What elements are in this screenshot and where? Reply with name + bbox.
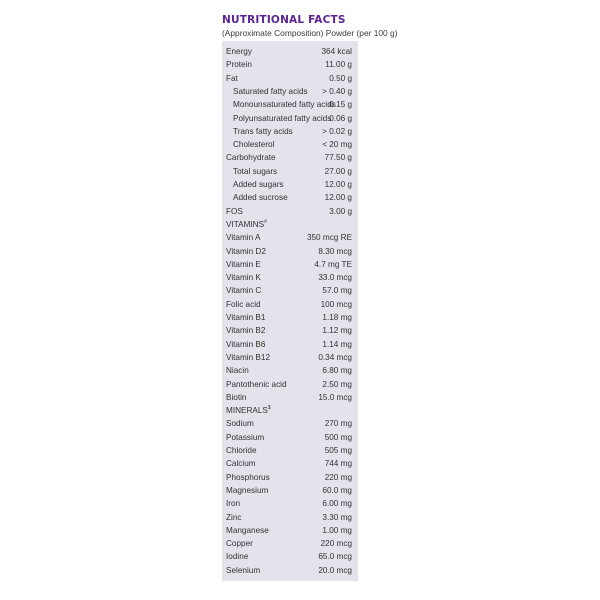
nutrient-name	[226, 245, 266, 258]
nutrient-value: 505 mg	[324, 446, 352, 455]
nutrient-name	[233, 178, 284, 191]
table-row	[222, 45, 358, 58]
nutrient-value: 6.80 mg	[322, 366, 352, 376]
nutrient-name-text: Biotin	[226, 392, 247, 402]
nutrient-name	[226, 457, 256, 470]
table-row	[222, 550, 358, 563]
nutrient-value: 1.12 mg	[322, 326, 352, 336]
nutrient-value: 12.00 g	[324, 180, 352, 189]
nutrient-value: 57.0 mg	[322, 286, 352, 296]
nutrient-value: 3.30 mg	[322, 512, 352, 522]
nutrient-value: 27.00 g	[324, 166, 352, 176]
table-row	[222, 271, 358, 284]
nutrient-name	[226, 364, 249, 377]
table-row	[222, 444, 358, 457]
nutrient-value: 8.30 mcg	[318, 246, 352, 256]
nutrient-name	[233, 98, 336, 111]
table-row	[222, 471, 358, 484]
nutrient-name	[226, 564, 260, 577]
nutrient-value: 60.0 mg	[322, 485, 352, 495]
nutrient-name-text: Added sucrose	[233, 193, 288, 203]
nutrient-name-text: Vitamin E	[226, 259, 261, 269]
nutrient-name-text: Polyunsaturated fatty acids	[233, 113, 332, 123]
table-row	[222, 431, 358, 444]
nutrient-name-text: Energy	[226, 47, 252, 56]
nutrient-name-text: Protein	[226, 60, 252, 70]
nutrient-value: 20.0 mcg	[318, 565, 352, 575]
nutrient-name	[226, 431, 264, 444]
nutrient-name-text: Zinc	[226, 512, 242, 522]
nutrient-name-text: Vitamin B6	[226, 339, 266, 349]
nutrient-name-text: Added sugars	[233, 180, 284, 189]
section-header	[222, 218, 358, 231]
nutrition-table	[222, 41, 358, 581]
nutrient-value: 220 mg	[324, 472, 352, 482]
footnote-marker: $	[267, 405, 271, 412]
table-row	[222, 391, 358, 404]
nutrient-value: 2.50 mg	[322, 379, 352, 389]
table-row	[222, 524, 358, 537]
nutrient-name-text: Vitamin C	[226, 286, 262, 296]
nutrient-name	[226, 271, 261, 284]
nutrient-value: 4.7 mg TE	[314, 259, 352, 269]
nutrient-name-text: Vitamin B12	[226, 352, 270, 362]
table-row	[222, 112, 358, 125]
table-row	[222, 311, 358, 324]
nutrient-value: 1.00 mg	[322, 525, 352, 535]
table-row	[222, 138, 358, 151]
nutrient-name	[226, 338, 265, 351]
nutrient-name	[226, 484, 268, 497]
nutrient-name-text: Sodium	[226, 419, 254, 429]
nutrient-name-text: Trans fatty acids	[233, 126, 293, 136]
nutrient-name-text: Copper	[226, 539, 253, 549]
nutrient-name	[226, 205, 243, 218]
nutrient-value: 6.00 mg	[322, 499, 352, 509]
nutrient-name-text: VITAMINS	[226, 219, 265, 229]
table-row	[222, 284, 358, 297]
nutrient-name-text: Fat	[226, 73, 238, 83]
page-title: NUTRITIONAL FACTS	[222, 14, 346, 26]
nutrient-name	[226, 417, 254, 430]
table-row	[222, 484, 358, 497]
table-row	[222, 72, 358, 85]
nutrient-value: > 0.02 g	[322, 126, 352, 136]
table-row	[222, 497, 358, 510]
nutrient-value: 11.00 g	[325, 60, 352, 70]
nutrient-name	[226, 151, 276, 164]
table-row	[222, 298, 358, 311]
nutrient-value: 1.18 mg	[322, 313, 352, 322]
nutrient-name-text: Vitamin B1	[226, 313, 266, 322]
table-row	[222, 151, 358, 164]
nutrient-value: 220 mcg	[320, 539, 352, 549]
nutrient-value: < 20 mg	[322, 140, 352, 150]
nutrient-name-text: Saturated fatty acids	[233, 86, 308, 96]
nutrient-name-text: FOS	[226, 206, 243, 216]
nutrient-name	[233, 125, 293, 138]
nutrient-value: 0.34 mcg	[318, 352, 352, 362]
table-row	[222, 378, 358, 391]
nutrient-name	[226, 404, 271, 417]
nutrient-name-text: Monounsaturated fatty acids	[233, 100, 336, 110]
nutrient-name	[226, 444, 257, 457]
footnote-marker: #	[264, 218, 267, 225]
nutrient-name	[226, 45, 252, 58]
nutrient-name	[226, 72, 238, 85]
nutrient-value: 1.14 mg	[322, 339, 352, 349]
nutrient-value: 15.0 mcg	[318, 392, 352, 402]
nutrient-name	[226, 391, 246, 404]
nutrient-value: 33.0 mcg	[318, 273, 352, 283]
nutrient-value: 500 mg	[324, 432, 352, 442]
nutrient-name	[226, 311, 265, 324]
nutrient-name-text: Pantothenic acid	[226, 379, 287, 389]
nutrient-name-text: Chloride	[226, 446, 257, 455]
table-row	[222, 457, 358, 470]
nutrient-value: 744 mg	[324, 459, 352, 469]
nutrient-name	[233, 112, 331, 125]
nutrient-name	[226, 537, 253, 550]
nutrient-name	[226, 284, 261, 297]
nutrient-name	[226, 58, 252, 71]
nutrient-name	[233, 191, 288, 204]
section-header	[222, 404, 358, 417]
nutrient-value: 3.00 g	[329, 206, 352, 216]
nutrient-name-text: MINERALS	[226, 406, 268, 416]
nutrient-value: 0.15 g	[329, 100, 352, 110]
table-row	[222, 231, 358, 244]
nutrient-name	[226, 324, 265, 337]
table-row	[222, 165, 358, 178]
page-subtitle: (Approximate Composition) Powder (per 100 g)	[222, 28, 398, 38]
nutrient-value: 65.0 mcg	[318, 552, 352, 562]
nutrient-value: 364 kcal	[321, 47, 352, 56]
nutrient-name	[226, 497, 240, 510]
table-row	[222, 205, 358, 218]
table-row	[222, 98, 358, 111]
nutrient-name-text: Iron	[226, 499, 241, 509]
table-row	[222, 511, 358, 524]
nutrient-value: > 0.40 g	[322, 86, 352, 96]
nutrient-value: 350 mcg RE	[306, 233, 352, 243]
nutrient-name-text: Carbohydrate	[226, 153, 276, 163]
nutrient-name-text: Selenium	[226, 565, 261, 575]
table-row	[222, 564, 358, 577]
nutrient-value: 100 mcg	[320, 299, 352, 309]
nutrient-value: 270 mg	[324, 419, 352, 429]
nutrient-name-text: Phosphorus	[226, 472, 270, 482]
nutrient-value: 12.00 g	[324, 193, 352, 203]
table-row	[222, 417, 358, 430]
nutrient-name-text: Magnesium	[226, 485, 269, 495]
nutrient-name	[226, 378, 287, 391]
table-row	[222, 258, 358, 271]
nutrient-name-text: Manganese	[226, 525, 269, 535]
nutrient-value: 77.50 g	[324, 153, 352, 163]
table-row	[222, 178, 358, 191]
nutrient-value: 0.06 g	[329, 113, 352, 123]
nutrient-name-text: Vitamin K	[226, 273, 261, 283]
nutrient-name	[226, 511, 241, 524]
nutrient-name-text: Vitamin A	[226, 233, 261, 243]
nutrient-name	[226, 231, 260, 244]
table-row	[222, 245, 358, 258]
nutrient-name-text: Potassium	[226, 432, 265, 442]
table-row	[222, 58, 358, 71]
nutrient-value: 0.50 g	[329, 73, 352, 83]
nutrient-name	[226, 218, 267, 231]
nutrient-name	[226, 298, 261, 311]
nutrient-name-text: Total sugars	[233, 166, 278, 176]
nutrient-name	[233, 165, 277, 178]
nutrient-name-text: Iodine	[226, 552, 249, 562]
nutrient-name-text: Cholesterol	[233, 140, 275, 150]
nutrient-name-text: Calcium	[226, 459, 256, 469]
table-row	[222, 324, 358, 337]
nutrient-name	[226, 471, 270, 484]
table-row	[222, 125, 358, 138]
table-row	[222, 85, 358, 98]
nutrient-name	[226, 258, 261, 271]
table-row	[222, 537, 358, 550]
nutrient-name-text: Vitamin B2	[226, 326, 266, 336]
nutrient-name	[226, 524, 269, 537]
nutrient-name-text: Niacin	[226, 366, 249, 376]
nutrient-name-text: Folic acid	[226, 299, 261, 309]
nutrient-name-text: Vitamin D2	[226, 246, 266, 256]
nutrient-name	[233, 85, 308, 98]
nutrient-name	[226, 550, 248, 563]
table-row	[222, 191, 358, 204]
table-row	[222, 364, 358, 377]
table-row	[222, 351, 358, 364]
nutrient-name	[226, 351, 270, 364]
table-row	[222, 338, 358, 351]
nutrient-name	[233, 138, 274, 151]
